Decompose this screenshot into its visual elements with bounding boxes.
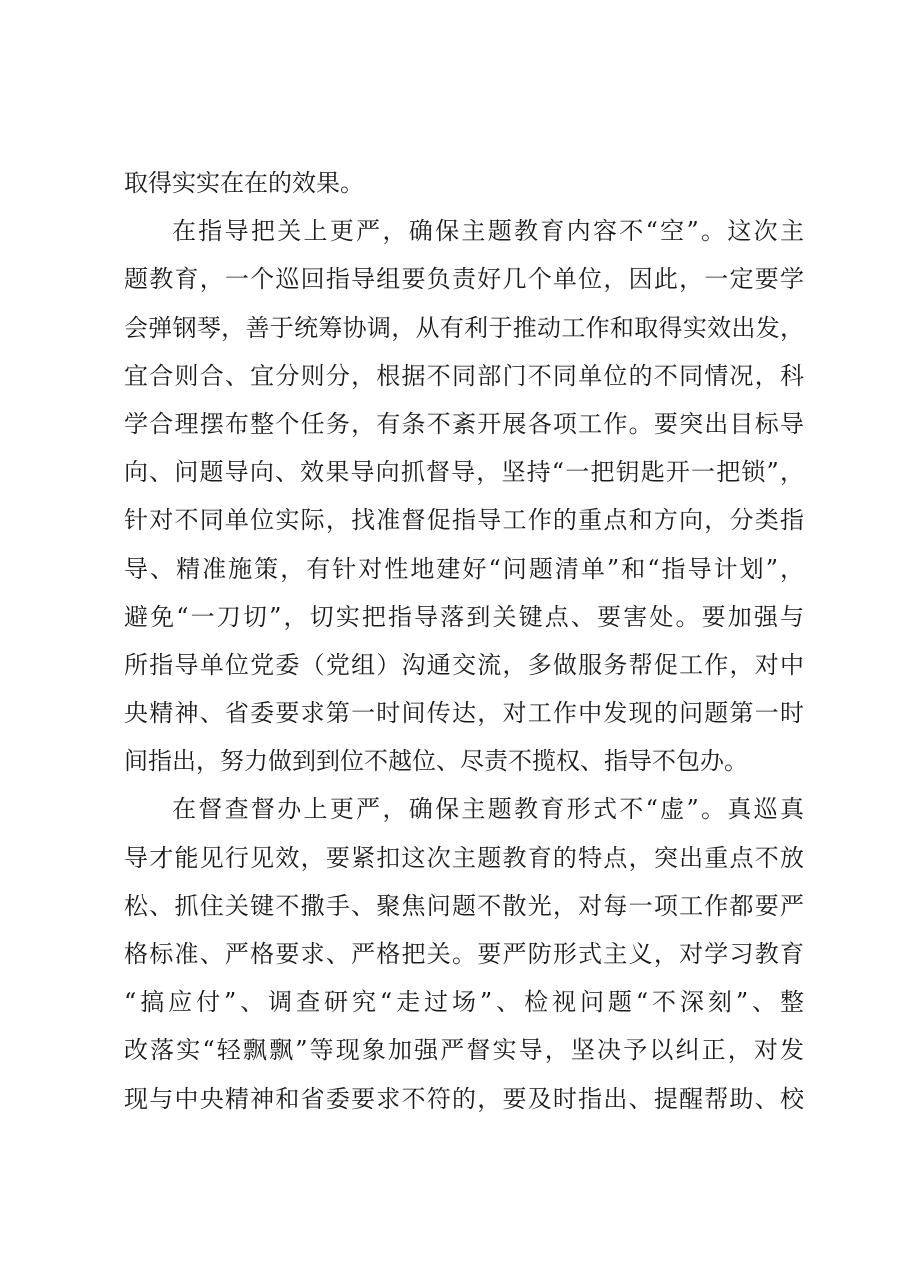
text-line: 宜合则合、宜分则分，根据不同部门不同单位的不同情况，科	[124, 361, 804, 390]
text-line: 避免“一刀切”，切实把指导落到关键点、要害处。要加强与	[124, 602, 804, 631]
paragraph	[124, 785, 804, 1122]
text-line: 松、抓住关键不撒手、聚焦问题不散光，对每一项工作都要严	[124, 891, 804, 920]
text-line: “搞应付”、调查研究“走过场”、检视问题“不深刻”、整	[124, 988, 804, 1017]
text-line: 间指出，努力做到到位不越位、尽责不揽权、指导不包办。	[124, 747, 748, 776]
document-body	[124, 159, 804, 1123]
text-line: 导、精准施策，有针对性地建好“问题清单”和“指导计划”，	[124, 554, 804, 583]
paragraph	[124, 207, 804, 785]
text-line: 现与中央精神和省委要求不符的，要及时指出、提醒帮助、校	[124, 1084, 804, 1113]
text-line: 向、问题导向、效果导向抓督导，坚持“一把钥匙开一把锁”，	[124, 458, 804, 487]
text-line: 在督查督办上更严，确保主题教育形式不“虚”。真巡真	[172, 795, 804, 824]
paragraph	[124, 159, 804, 207]
text-line: 题教育，一个巡回指导组要负责好几个单位，因此，一定要学	[124, 265, 804, 294]
text-line: 学合理摆布整个任务，有条不紊开展各项工作。要突出目标导	[124, 409, 804, 438]
text-line: 央精神、省委要求第一时间传达，对工作中发现的问题第一时	[124, 699, 804, 728]
text-line: 导才能见行见效，要紧扣这次主题教育的特点，突出重点不放	[124, 843, 804, 872]
text-line: 取得实实在在的效果。	[124, 169, 364, 197]
text-line: 改落实“轻飘飘”等现象加强严督实导，坚决予以纠正，对发	[124, 1036, 804, 1065]
text-line: 会弹钢琴，善于统筹协调，从有利于推动工作和取得实效出发，	[124, 313, 804, 342]
text-line: 针对不同单位实际，找准督促指导工作的重点和方向，分类指	[124, 506, 804, 535]
text-line: 格标准、严格要求、严格把关。要严防形式主义，对学习教育	[124, 940, 804, 968]
text-line: 在指导把关上更严，确保主题教育内容不“空”。这次主	[172, 217, 804, 246]
text-line: 所指导单位党委（党组）沟通交流，多做服务帮促工作，对中	[124, 650, 804, 679]
